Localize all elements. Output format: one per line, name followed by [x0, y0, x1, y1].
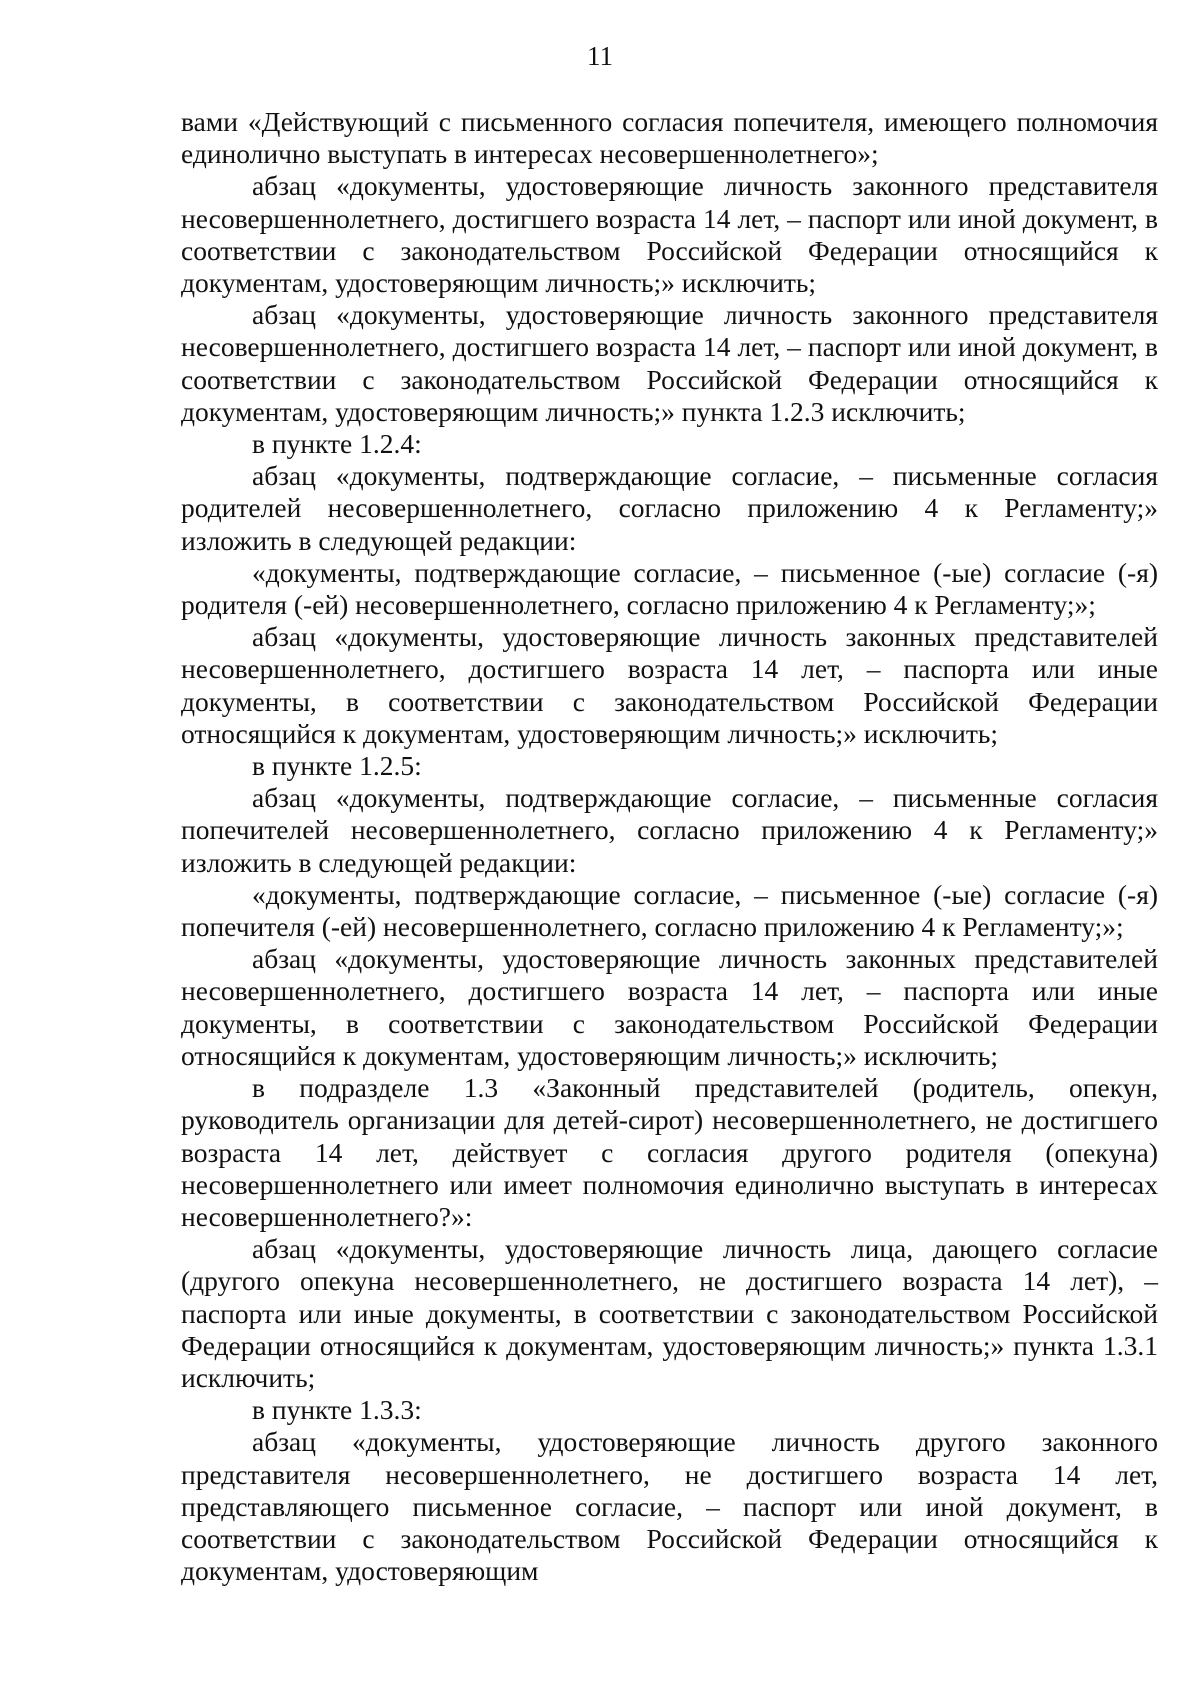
paragraph: абзац «документы, удостоверяющие личность законных представителей несовершеннолетнего, достигшего возраста 14 лет, – паспорта или иные документы, в соответствии с законодательством Российской Федерации относящийся к документам, удостоверяющим личность;» исключить; [181, 943, 1158, 1071]
paragraph-subheading: в пункте 1.2.5: [252, 750, 422, 782]
paragraph: абзац «документы, удостоверяющие личность лица, дающего согласие (другого опекуна несовершеннолетнего, не достигшего возраста 14 лет), – паспорта или иные документы, в соответствии с законодательством Российской Федерации относящийся к документам, удостоверяющим личность;» пункта 1.3.1 исключить; [181, 1233, 1158, 1393]
paragraph-quote: «документы, подтверждающие согласие, – письменное (-ые) согласие (-я) родителя (-ей) несовершеннолетнего, согласно приложению 4 к Регламенту;»; [181, 556, 1158, 621]
page-number: 11 [587, 41, 613, 71]
paragraph: абзац «документы, удостоверяющие личность законных представителей несовершеннолетнего, достигшего возраста 14 лет, – паспорта или иные документы, в соответствии с законодательством Российской Федерации относящийся к документам, удостоверяющим личность;» исключить; [181, 621, 1158, 749]
paragraph: абзац «документы, удостоверяющие личность другого законного представителя несовершеннолетнего, не достигшего возраста 14 лет, представляющего письменное согласие, – паспорт или иной документ, в соответствии с законодательством Российской Федерации относящийся к документам, удостоверяющим [181, 1426, 1158, 1587]
paragraph: в подразделе 1.3 «Законный представителей (родитель, опекун, руководитель организации для детей-сирот) несовершеннолетнего, не достигшего возраста 14 лет, действует с согласия другого родителя (опекуна) несовершеннолетнего или имеет полномочия единолично выступать в интересах несовершеннолетнего?»: [181, 1072, 1158, 1232]
paragraph-subheading: в пункте 1.3.3: [252, 1394, 422, 1426]
paragraph: абзац «документы, подтверждающие согласие, – письменные согласия попечителей несовершеннолетнего, согласно приложению 4 к Регламенту;» изложить в следующей редакции: [181, 782, 1158, 878]
paragraph: абзац «документы, удостоверяющие личность законного представителя несовершеннолетнего, достигшего возраста 14 лет, – паспорт или иной документ, в соответствии с законодательством Российской Федерации относящийся к документам, удостоверяющим личность;» пункта 1.2.3 исключить; [181, 299, 1158, 427]
paragraph: абзац «документы, подтверждающие согласие, – письменные согласия родителей несовершеннолетнего, согласно приложению 4 к Регламенту;» изложить в следующей редакции: [181, 460, 1158, 556]
paragraph-continuation: вами «Действующий с письменного согласия попечителя, имеющего полномочия единолично выступать в интересах несовершеннолетнего»; [181, 106, 1158, 170]
paragraph: абзац «документы, удостоверяющие личность законного представителя несовершеннолетнего, достигшего возраста 14 лет, – паспорт или иной документ, в соответствии с законодательством Российской Федерации относящийся к документам, удостоверяющим личность;» исключить; [181, 170, 1158, 299]
paragraph-subheading: в пункте 1.2.4: [252, 428, 422, 460]
paragraph-quote: «документы, подтверждающие согласие, – письменное (-ые) согласие (-я) попечителя (-ей) несовершеннолетнего, согласно приложению 4 к Регламенту;»; [181, 878, 1158, 943]
document-body [181, 106, 1158, 1587]
